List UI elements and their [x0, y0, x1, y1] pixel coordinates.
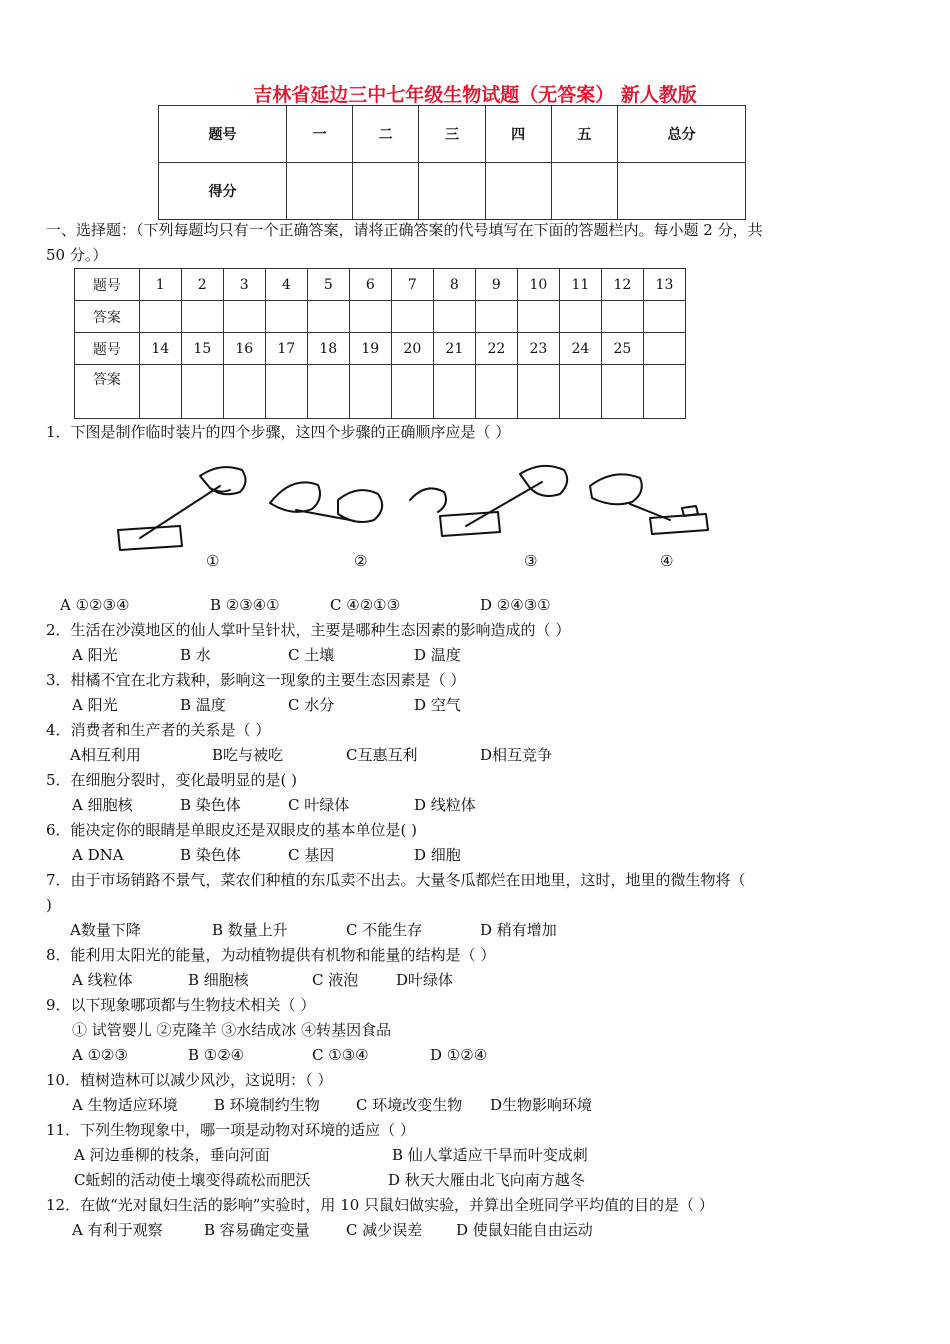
- qnum-label: 题号: [75, 269, 140, 301]
- ans-blank[interactable]: [643, 301, 685, 333]
- option: A ①②③④: [60, 596, 130, 614]
- score-blank[interactable]: [551, 163, 617, 220]
- ans-blank[interactable]: [475, 365, 517, 419]
- option: C 减少误差: [346, 1221, 423, 1239]
- qnum-cell: 2: [181, 269, 223, 301]
- score-blank[interactable]: [419, 163, 485, 220]
- ans-label: 答案: [75, 301, 140, 333]
- option: D 空气: [414, 696, 461, 714]
- qnum-cell: 15: [181, 333, 223, 365]
- option: B 环境制约生物: [214, 1096, 320, 1114]
- option: B 仙人掌适应干旱而叶变成刺: [392, 1146, 588, 1164]
- instruction-line: 一、选择题：（下列每题均只有一个正确答案，请将正确答案的代号填写在下面的答题栏内。每小题 2 分，共: [46, 221, 763, 239]
- answer-row-1: [75, 301, 686, 333]
- option: A ①②③: [72, 1046, 128, 1064]
- option: C 环境改变生物: [356, 1096, 463, 1114]
- score-cell: 一: [286, 106, 352, 163]
- score-cell: 四: [485, 106, 551, 163]
- answer-qnum-row-2: [75, 333, 686, 365]
- slide-preparation-steps-figure: [110, 458, 710, 578]
- ans-blank[interactable]: [223, 301, 265, 333]
- option: B 细胞核: [188, 971, 249, 989]
- option: D ①②④: [430, 1046, 488, 1064]
- ans-blank[interactable]: [559, 365, 601, 419]
- option: B ②③④①: [210, 596, 280, 614]
- qnum-cell: 3: [223, 269, 265, 301]
- ans-blank[interactable]: [517, 301, 559, 333]
- ans-blank[interactable]: [139, 301, 181, 333]
- option: D 细胞: [414, 846, 461, 864]
- qnum-cell: 18: [307, 333, 349, 365]
- option: C蚯蚓的活动使土壤变得疏松而肥沃: [74, 1171, 311, 1189]
- qnum-cell: 23: [517, 333, 559, 365]
- qnum-cell: 5: [307, 269, 349, 301]
- question-11-stem: 11．下列生物现象中，哪一项是动物对环境的适应（ ）: [46, 1121, 415, 1139]
- qnum-cell: 14: [139, 333, 181, 365]
- ans-blank[interactable]: [181, 301, 223, 333]
- score-cell: 题号: [159, 106, 287, 163]
- option: C 水分: [288, 696, 335, 714]
- question-5-stem: 5．在细胞分裂时，变化最明显的是( ): [46, 771, 298, 789]
- option: D 温度: [414, 646, 461, 664]
- ans-blank[interactable]: [307, 301, 349, 333]
- ans-blank[interactable]: [601, 301, 643, 333]
- option: D生物影响环境: [490, 1096, 593, 1114]
- option: C 不能生存: [346, 921, 423, 939]
- qnum-cell: [643, 333, 685, 365]
- step-label-1: ①: [206, 552, 220, 570]
- answer-row-2: [75, 365, 686, 419]
- ans-blank[interactable]: [391, 301, 433, 333]
- option: A数量下降: [70, 921, 141, 939]
- qnum-cell: 22: [475, 333, 517, 365]
- qnum-cell: 10: [517, 269, 559, 301]
- qnum-cell: 11: [559, 269, 601, 301]
- option: C 土壤: [288, 646, 335, 664]
- question-12-stem: 12．在做“光对鼠妇生活的影响”实验时，用 10 只鼠妇做实验，并算出全班同学平均值的目的是（ ）: [46, 1196, 714, 1214]
- qnum-cell: 21: [433, 333, 475, 365]
- qnum-cell: 8: [433, 269, 475, 301]
- qnum-cell: 24: [559, 333, 601, 365]
- qnum-label: 题号: [75, 333, 140, 365]
- option: B 水: [180, 646, 211, 664]
- score-blank[interactable]: [617, 163, 745, 220]
- question-4-stem: 4．消费者和生产者的关系是（ ）: [46, 721, 271, 739]
- score-blank[interactable]: [485, 163, 551, 220]
- ans-blank[interactable]: [223, 365, 265, 419]
- option: A 细胞核: [72, 796, 133, 814]
- qnum-cell: 19: [349, 333, 391, 365]
- answer-table: [74, 268, 686, 419]
- question-9-items: ① 试管婴儿 ②克隆羊 ③水结成冰 ④转基因食品: [72, 1021, 392, 1039]
- option: A 有利于观察: [72, 1221, 163, 1239]
- score-blank[interactable]: [353, 163, 419, 220]
- option: D 线粒体: [414, 796, 476, 814]
- score-label: 得分: [159, 163, 287, 220]
- option: A 河边垂柳的枝条，垂向河面: [74, 1146, 270, 1164]
- question-10-stem: 10．植树造林可以减少风沙，这说明：（ ）: [46, 1071, 333, 1089]
- option: C 液泡: [312, 971, 359, 989]
- ans-blank[interactable]: [643, 365, 685, 419]
- option: C互惠互利: [346, 746, 418, 764]
- option: B 数量上升: [212, 921, 288, 939]
- ans-blank[interactable]: [433, 365, 475, 419]
- score-cell: 总分: [617, 106, 745, 163]
- option: D叶绿体: [396, 971, 454, 989]
- ans-blank[interactable]: [349, 301, 391, 333]
- ans-blank[interactable]: [475, 301, 517, 333]
- score-table: [158, 105, 746, 220]
- option: A 线粒体: [72, 971, 133, 989]
- option: C 基因: [288, 846, 335, 864]
- question-9-stem: 9．以下现象哪项都与生物技术相关（ ）: [46, 996, 316, 1014]
- ans-blank[interactable]: [349, 365, 391, 419]
- step-2-drawing: [270, 482, 446, 522]
- qnum-cell: 6: [349, 269, 391, 301]
- option: C ①③④: [312, 1046, 369, 1064]
- qnum-cell: 17: [265, 333, 307, 365]
- ans-blank[interactable]: [181, 365, 223, 419]
- ans-blank[interactable]: [517, 365, 559, 419]
- question-7-stem-cont: ): [46, 896, 52, 914]
- question-2-stem: 2．生活在沙漠地区的仙人掌叶呈针状，主要是哪种生态因素的影响造成的（ ）: [46, 621, 571, 639]
- score-header-row: [159, 106, 746, 163]
- ans-blank[interactable]: [559, 301, 601, 333]
- option: C 叶绿体: [288, 796, 350, 814]
- question-7-stem: 7．由于市场销路不景气，菜农们种植的东瓜卖不出去。大量冬瓜都烂在田地里，这时，地里的微生物将（: [46, 871, 746, 889]
- ans-blank[interactable]: [307, 365, 349, 419]
- step-label-4: ④: [660, 552, 674, 570]
- score-cell: 三: [419, 106, 485, 163]
- step-label-2: ②: [354, 552, 368, 570]
- qnum-cell: 12: [601, 269, 643, 301]
- ans-blank[interactable]: [139, 365, 181, 419]
- ans-label: 答案: [75, 365, 140, 419]
- qnum-cell: 25: [601, 333, 643, 365]
- option: B 温度: [180, 696, 226, 714]
- step-3-drawing: [440, 466, 567, 536]
- option: A 阳光: [72, 696, 118, 714]
- score-value-row: [159, 163, 746, 220]
- instruction-line: 50 分。）: [46, 246, 108, 264]
- option: B 染色体: [180, 846, 241, 864]
- question-3-stem: 3．柑橘不宜在北方栽种，影响这一现象的主要生态因素是（ ）: [46, 671, 466, 689]
- option: D 使鼠妇能自由运动: [456, 1221, 593, 1239]
- option: A DNA: [72, 846, 124, 864]
- section1-instruction: [46, 218, 916, 268]
- step-label-3: ③: [524, 552, 538, 570]
- score-blank[interactable]: [286, 163, 352, 220]
- option: A相互利用: [70, 746, 141, 764]
- option: D 稍有增加: [480, 921, 557, 939]
- qnum-cell: 13: [643, 269, 685, 301]
- option: B 容易确定变量: [204, 1221, 310, 1239]
- score-cell: 二: [353, 106, 419, 163]
- option: B ①②④: [188, 1046, 245, 1064]
- ans-blank[interactable]: [391, 365, 433, 419]
- option: C ④②①③: [330, 596, 401, 614]
- qnum-cell: 20: [391, 333, 433, 365]
- step-1-drawing: [118, 467, 246, 550]
- qnum-cell: 9: [475, 269, 517, 301]
- option: B 染色体: [180, 796, 241, 814]
- option: D 秋天大雁由北飞向南方越冬: [388, 1171, 585, 1189]
- option: A 生物适应环境: [72, 1096, 178, 1114]
- ans-blank[interactable]: [265, 301, 307, 333]
- question-8-stem: 8．能利用太阳光的能量，为动植物提供有机物和能量的结构是（ ）: [46, 946, 496, 964]
- ans-blank[interactable]: [601, 365, 643, 419]
- option: D相互竞争: [480, 746, 553, 764]
- step-4-drawing: [590, 474, 708, 534]
- page-title: 吉林省延边三中七年级生物试题（无答案） 新人教版: [253, 84, 697, 106]
- ans-blank[interactable]: [265, 365, 307, 419]
- question-1-stem: 1．下图是制作临时装片的四个步骤，这四个步骤的正确顺序应是（ ）: [46, 423, 511, 441]
- option: B吃与被吃: [212, 746, 284, 764]
- option: A 阳光: [72, 646, 118, 664]
- score-cell: 五: [551, 106, 617, 163]
- qnum-cell: 7: [391, 269, 433, 301]
- question-6-stem: 6．能决定你的眼睛是单眼皮还是双眼皮的基本单位是( ): [46, 821, 418, 839]
- option: D ②④③①: [480, 596, 551, 614]
- ans-blank[interactable]: [433, 301, 475, 333]
- qnum-cell: 16: [223, 333, 265, 365]
- qnum-cell: 1: [139, 269, 181, 301]
- answer-qnum-row-1: [75, 269, 686, 301]
- qnum-cell: 4: [265, 269, 307, 301]
